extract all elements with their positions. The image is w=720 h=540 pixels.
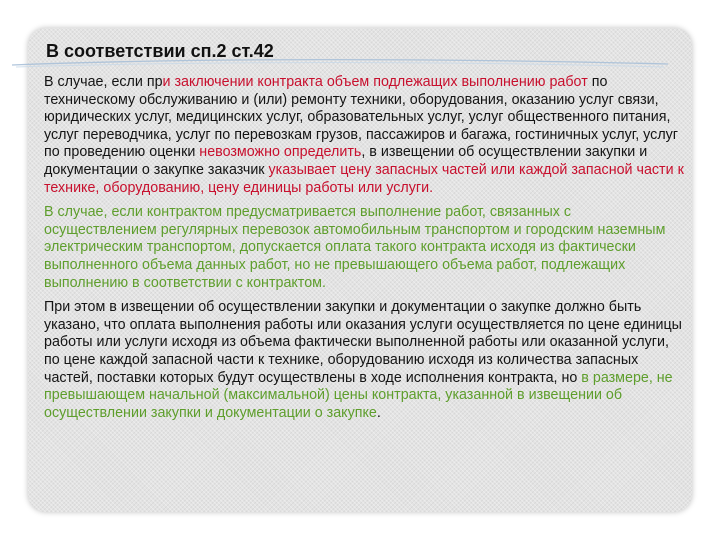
paragraph-1 xyxy=(44,74,684,197)
slide-title: В соответствии сп.2 ст.42 xyxy=(46,41,274,61)
paragraph-3 xyxy=(44,299,684,422)
text-run: При этом в извещении об осуществлении закупки и документации о закупке должно быть указано, что оплата выполнения работы или оказания услуги осуществляется по цене единицы работы или услуги исходя из объема фактически выполненной работы или оказанной услуги, по цене каждой запасной части к технике, оборудованию исходя из количества запасных частей, поставки которых будут осуществлены в ходе исполнения контракта, но xyxy=(44,299,682,386)
text-run: и заключении контракта объем подлежащих выполнению работ xyxy=(162,74,588,90)
slide-body xyxy=(44,74,684,429)
paragraph-2 xyxy=(44,204,684,292)
text-run: В случае, если пр xyxy=(44,74,163,90)
text-run: , в извещении об осуществлении закупки и документации о закупке заказчик xyxy=(44,144,648,178)
text-run: в размере, не превышающем начальной (максимальной) цены контракта, указанной в извещении об осуществлении закупки и документации о закупке xyxy=(44,369,673,421)
text-run: указывает цену запасных частей или каждой запасной части к технике, оборудованию, цену единицы работы или услуги. xyxy=(44,161,684,196)
text-run: невозможно определить xyxy=(199,144,362,161)
text-run: . xyxy=(376,404,381,421)
text-run: по техническому обслуживанию и (или) ремонту техники, оборудования, оказанию услуг связи, юридических услуг, медицинских услуг, образовательных услуг, услуг общественного питания, услуг переводчика, услуг по перевозкам грузов, пассажиров и багажа, гостиничных услуг, услуг по проведению оценки xyxy=(44,74,679,161)
text-run: В случае, если контрактом предусматривается выполнение работ, связанных с осуществлением регулярных перевозок автомобильным транспортом и городским наземным электрическим транспортом, допускается оплата такого контракта исходя из фактически выполненного объема данных работ, но не превышающего объема работ, подлежащих выполнению в соответствии с контрактом. xyxy=(44,204,666,291)
